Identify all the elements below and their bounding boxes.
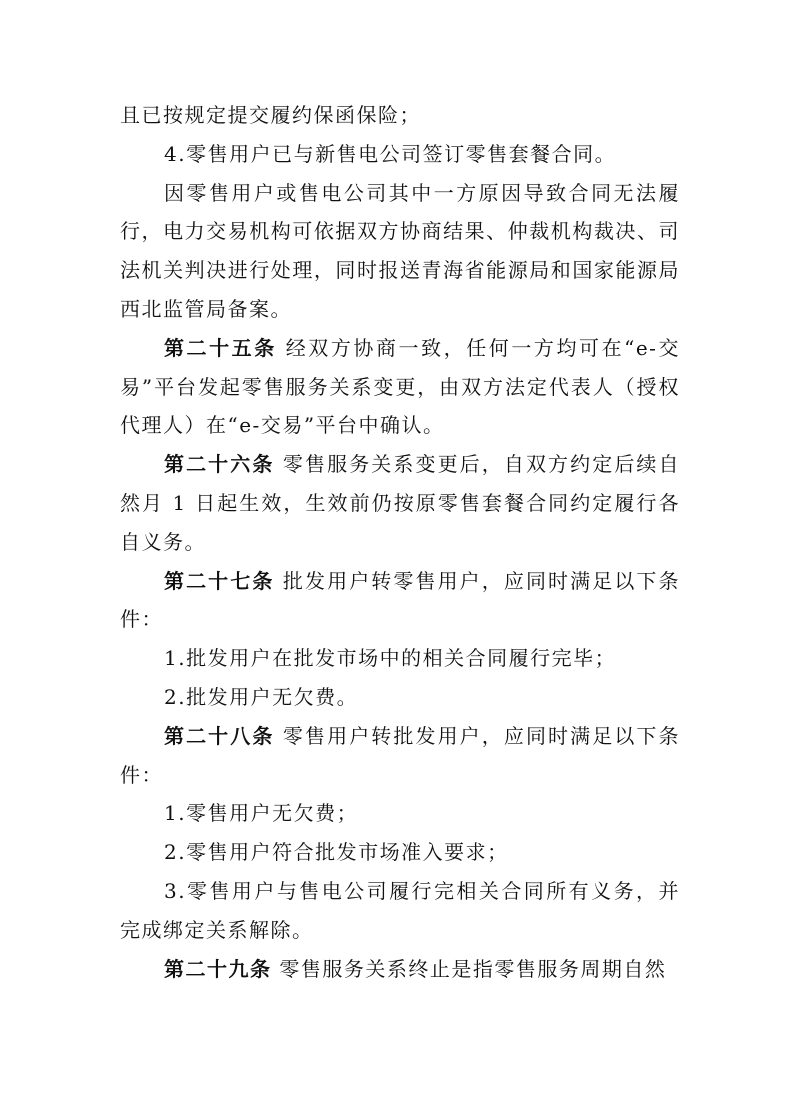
paragraph-3 [120, 174, 680, 329]
paragraph-text: 1.零售用户无欠费； [164, 801, 359, 826]
paragraph-1 [120, 96, 680, 135]
article-heading: 第二十六条 [164, 452, 275, 477]
article-heading: 第二十五条 [164, 335, 277, 360]
article-27 [120, 562, 680, 640]
paragraph-text: 1.批发用户在批发市场中的相关合同履行完毕； [164, 646, 617, 671]
paragraph-text: 经双方协商一致，任何一方均可在“e-交易”平台发起零售服务关系变更，由双方法定代表人（授权代理人）在“e-交易”平台中确认。 [120, 335, 681, 438]
article-29 [120, 950, 680, 989]
paragraph-text: 零售服务关系终止是指零售服务周期自然 [271, 956, 667, 981]
paragraph-7 [120, 639, 680, 678]
paragraph-text: 3.零售用户与售电公司履行完相关合同所有义务，并完成绑定关系解除。 [120, 878, 680, 942]
paragraph-text: 且已按规定提交履约保函保险； [120, 103, 421, 127]
document-page [120, 96, 680, 988]
article-heading: 第二十七条 [164, 568, 275, 593]
paragraph-text: 2.批发用户无欠费。 [164, 684, 359, 709]
article-25 [120, 329, 680, 445]
paragraph-text: 零售服务关系变更后，自双方约定后续自然月 1 日起生效，生效前仍按原零售套餐合同约定履行各自义务。 [120, 452, 681, 554]
paragraph-11 [120, 833, 680, 872]
paragraph-text: 批发用户转零售用户，应同时满足以下条件： [120, 568, 681, 632]
paragraph-10 [120, 794, 680, 833]
article-28 [120, 717, 680, 795]
paragraph-12 [120, 872, 680, 950]
article-heading: 第二十八条 [164, 723, 275, 748]
paragraph-text: 因零售用户或售电公司其中一方原因导致合同无法履行，电力交易机构可依据双方协商结果、仲裁机构裁决、司法机关判决进行处理，同时报送青海省能源局和国家能源局西北监管局备案。 [120, 180, 680, 321]
article-heading: 第二十九条 [164, 956, 272, 981]
paragraph-text: 4.零售用户已与新售电公司签订零售套餐合同。 [164, 141, 617, 166]
paragraph-text: 零售用户转批发用户，应同时满足以下条件： [120, 723, 681, 787]
article-26 [120, 445, 680, 561]
paragraph-2 [120, 135, 680, 174]
paragraph-8 [120, 678, 680, 717]
paragraph-text: 2.零售用户符合批发市场准入要求； [164, 840, 509, 865]
